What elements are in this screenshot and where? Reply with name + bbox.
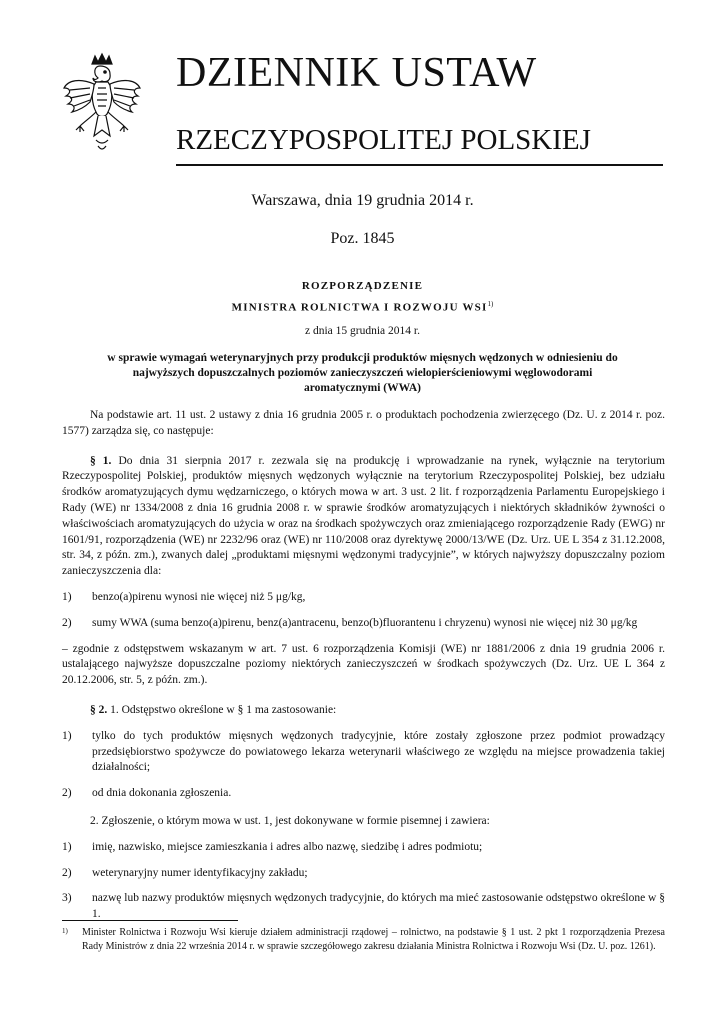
list-item-number: 1) [62, 840, 72, 853]
section-1-text: Do dnia 31 sierpnia 2017 r. zezwala się na produkcję i wprowadzanie na rynek, wyłącznie na terytorium Rzeczypospolitej Polskiej, produktów mięsnych wędzonych wyłącznie na terytorium Rzeczypospolitej Polskiej, bez udziału środków aromatyzujących dymu wędzarniczego, o których mowa w art. 3 ust. 2 lit. f rozporządzenia Parlamentu Europejskiego i Rady (WE) nr 1334/2008 z dnia 16 grudnia 2008 r. w sprawie środków aromatyzujących i niektórych składników żywności o właściwościach aromatyzujących do użycia w oraz na środkach spożywczych oraz zmieniającego rozporządzenie Rady (EWG) nr 1601/91, rozporządzenia (WE) nr 2232/96 oraz (WE) nr 110/2008 oraz dyrektywę 2000/13/WE (Dz. Urz. UE L 354 z 31.12.2008, str. 34, z późn. zm.), zwanych dalej „produktami mięsnymi wędzonymi tradycyjnie”, w których najwyższy dopuszczalny poziom zanieczyszczenia dla: [62, 454, 665, 578]
masthead-divider [176, 164, 663, 166]
list-item-number: 2) [62, 616, 72, 629]
section-2-mark: § 2. [90, 703, 108, 716]
footnote-mark: 1) [62, 927, 68, 935]
list-item-text: weterynaryjny numer identyfikacyjny zakładu; [92, 866, 308, 879]
list-item [62, 590, 665, 606]
position-number: Poz. 1845 [330, 230, 395, 247]
list-item [62, 866, 665, 882]
issuer-name: MINISTRA ROLNICTWA I ROZWOJU WSI [231, 301, 488, 314]
preamble: Na podstawie art. 11 ust. 2 ustawy z dnia 16 grudnia 2005 r. o produktach pochodzenia zwierzęcego (Dz. U. z 2014 r. poz. 1577) zarządza się, co następuje: [62, 409, 665, 437]
footnote-ref: 1) [487, 300, 494, 308]
section-2-para-1: 1. Odstępstwo określone w § 1 ma zastosowanie: [107, 703, 337, 716]
footnote-text: Minister Rolnictwa i Rozwoju Wsi kieruje działem administracji rządowej – rolnictwo, na podstawie § 1 ust. 2 pkt 1 rozporządzenia Prezesa Rady Ministrów z dnia 22 września 2014 r. w sprawie szczegółowego zakresu działania Ministra Rolnictwa i Rozwoju Wsi (Dz. U. poz. 1261). [82, 927, 665, 952]
section-2 [62, 703, 665, 719]
section-1-mark: § 1. [90, 454, 112, 467]
list-item-text: sumy WWA (suma benzo(a)pirenu, benz(a)antracenu, benzo(b)fluorantenu i chryzenu) wynosi nie więcej niż 30 μg/kg [92, 616, 638, 629]
list-item-text: imię, nazwisko, miejsce zamieszkania i adres albo nazwę, siedzibę i adres podmiotu; [92, 840, 483, 853]
masthead-subtitle: RZECZYPOSPOLITEJ POLSKIEJ [176, 124, 591, 156]
list-item [62, 786, 665, 802]
footnote [62, 926, 665, 954]
list-item [62, 616, 665, 632]
list-item [62, 729, 665, 776]
list-item-number: 3) [62, 892, 72, 905]
list-item-number: 2) [62, 787, 72, 800]
masthead-title: DZIENNIK USTAW [176, 50, 537, 96]
regulation-body [62, 408, 665, 923]
list-item-text: tylko do tych produktów mięsnych wędzonych tradycyjnie, które zostały zgłoszone przez podmiot prowadzący przedsiębiorstwo spożywcze do powiatowego lekarza weterynarii właściwego ze względu na miejsce prowadzenia takiej działalności; [92, 729, 665, 774]
polish-eagle-emblem-icon [60, 52, 144, 156]
issue-date: z dnia 15 grudnia 2014 r. [305, 325, 420, 337]
section-2-para-2: 2. Zgłoszenie, o którym mowa w ust. 1, jest dokonywane w formie pisemnej i zawiera: [90, 814, 490, 827]
section-1 [62, 454, 665, 580]
list-item-number: 2) [62, 866, 72, 879]
list-item [62, 891, 665, 923]
section-1-closing: – zgodnie z odstępstwem wskazanym w art. 7 ust. 6 rozporządzenia Komisji (WE) nr 1881/2006 z dnia 19 grudnia 2006 r. ustalającego najwyższe dopuszczalne poziomy niektórych zanieczyszczeń w środkach spożywczych (Dz. Urz. UE L 364 z 20.12.2006, str. 5, z późn. zm.). [62, 642, 665, 687]
regulation-issuer [0, 300, 725, 314]
dateline-text: Warszawa, dnia 19 grudnia 2014 r. [251, 192, 474, 209]
list-item-number: 1) [62, 590, 72, 603]
regulation-type: ROZPORZĄDZENIE [301, 280, 424, 292]
list-item-number: 1) [62, 729, 72, 742]
list-item-text: od dnia dokonania zgłoszenia. [92, 787, 232, 800]
list-item-text: nazwę lub nazwy produktów mięsnych wędzonych tradycyjnie, do których ma mieć zastosowanie odstępstwo określone w § 1. [92, 892, 665, 921]
footnote-divider [62, 920, 238, 921]
list-item-text: benzo(a)pirenu wynosi nie więcej niż 5 μg/kg, [92, 590, 306, 603]
dateline [0, 192, 725, 210]
list-item [62, 840, 665, 856]
regulation-subject: w sprawie wymagań weterynaryjnych przy produkcji produktów mięsnych wędzonych w odniesieniu do najwyższych dopuszczalnych poziomów zanieczyszczeń wielopierścieniowymi węglowodorami aromatycznymi (WWA) [107, 352, 618, 394]
